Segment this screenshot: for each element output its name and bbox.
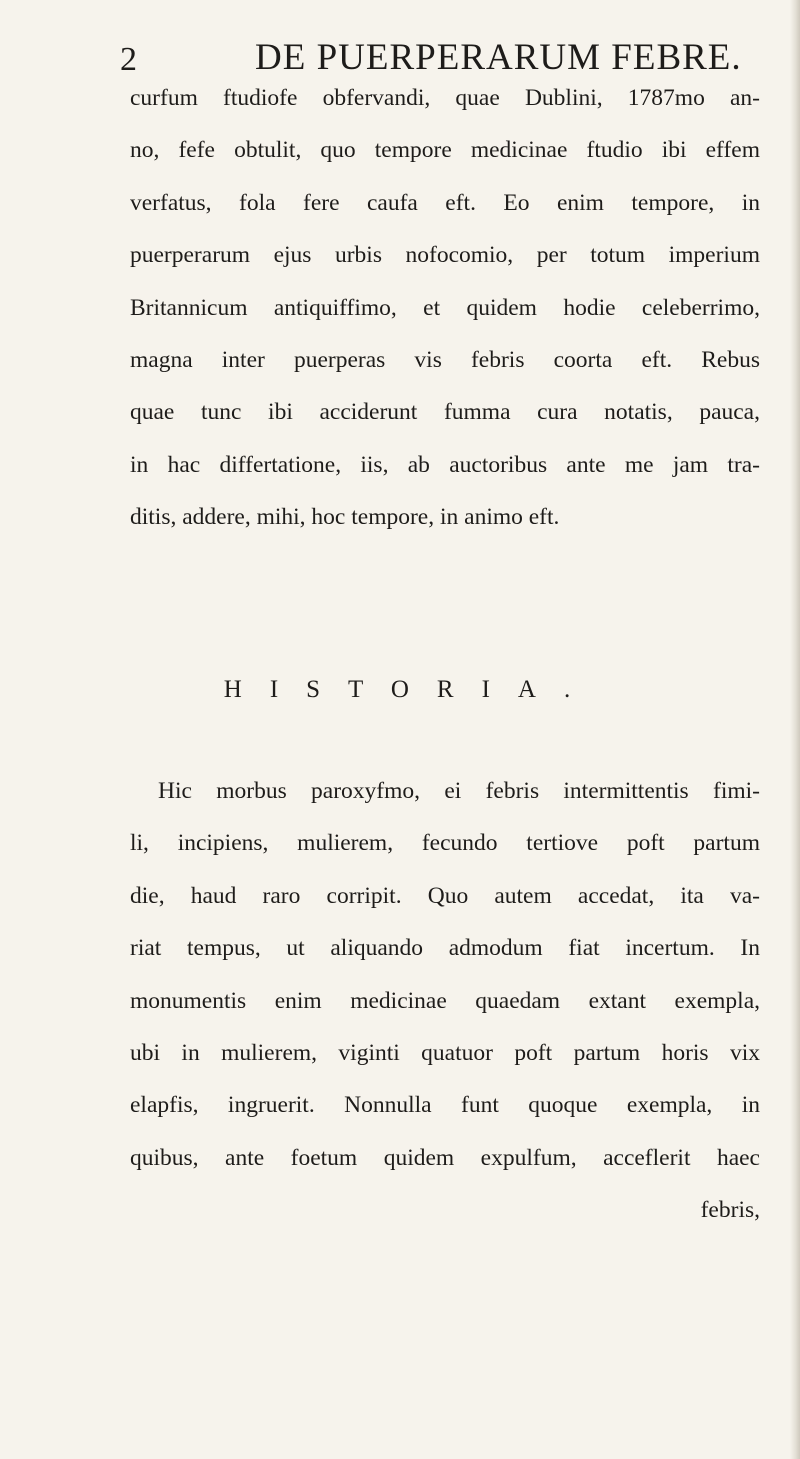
text-line: monumentis enim medicinae quaedam extant exempla, — [130, 987, 760, 1014]
text-line: ditis, addere, mihi, hoc tempore, in animo eft. — [130, 504, 560, 531]
text-line: in hac differtatione, iis, ab auctoribus ante me jam tra- — [130, 451, 760, 478]
text-line: ubi in mulierem, viginti quatuor poft partum horis vix — [130, 1039, 760, 1066]
text-line: elapfis, ingruerit. Nonnulla funt quoque exempla, in — [130, 1092, 760, 1119]
paragraph-historia — [130, 765, 760, 1237]
text-line: Hic morbus paroxyfmo, ei febris intermittentis fimi- — [158, 778, 760, 804]
text-line: curfum ftudiofe obfervandi, quae Dublini, 1787mo an- — [130, 85, 760, 111]
text-line: puerperarum ejus urbis nofocomio, per totum imperium — [130, 242, 760, 269]
page-header-title: DE PUERPERARUM FEBRE. — [255, 37, 742, 78]
paragraph-introduction — [130, 72, 760, 544]
text-line: quae tunc ibi acciderunt fumma cura notatis, pauca, — [130, 399, 760, 426]
text-line: die, haud raro corripit. Quo autem accedat, ita va- — [130, 882, 760, 909]
section-heading: HISTORIA. — [223, 676, 599, 703]
text-line: Britannicum antiquiffimo, et quidem hodie celeberrimo, — [130, 294, 760, 321]
page-edge-shadow — [790, 0, 800, 1459]
text-line: verfatus, fola fere caufa eft. Eo enim tempore, in — [130, 189, 760, 216]
text-line: riat tempus, ut aliquando admodum fiat incertum. In — [130, 935, 760, 962]
text-line: magna inter puerperas vis febris coorta eft. Rebus — [130, 346, 760, 373]
catchword: febris, — [700, 1197, 760, 1224]
text-line: no, fefe obtulit, quo tempore medicinae ftudio ibi effem — [130, 137, 760, 164]
page-number: 2 — [120, 41, 137, 78]
text-line: li, incipiens, mulierem, fecundo tertiove poft partum — [130, 830, 760, 857]
text-line: quibus, ante foetum quidem expulfum, acceflerit haec — [130, 1144, 760, 1171]
